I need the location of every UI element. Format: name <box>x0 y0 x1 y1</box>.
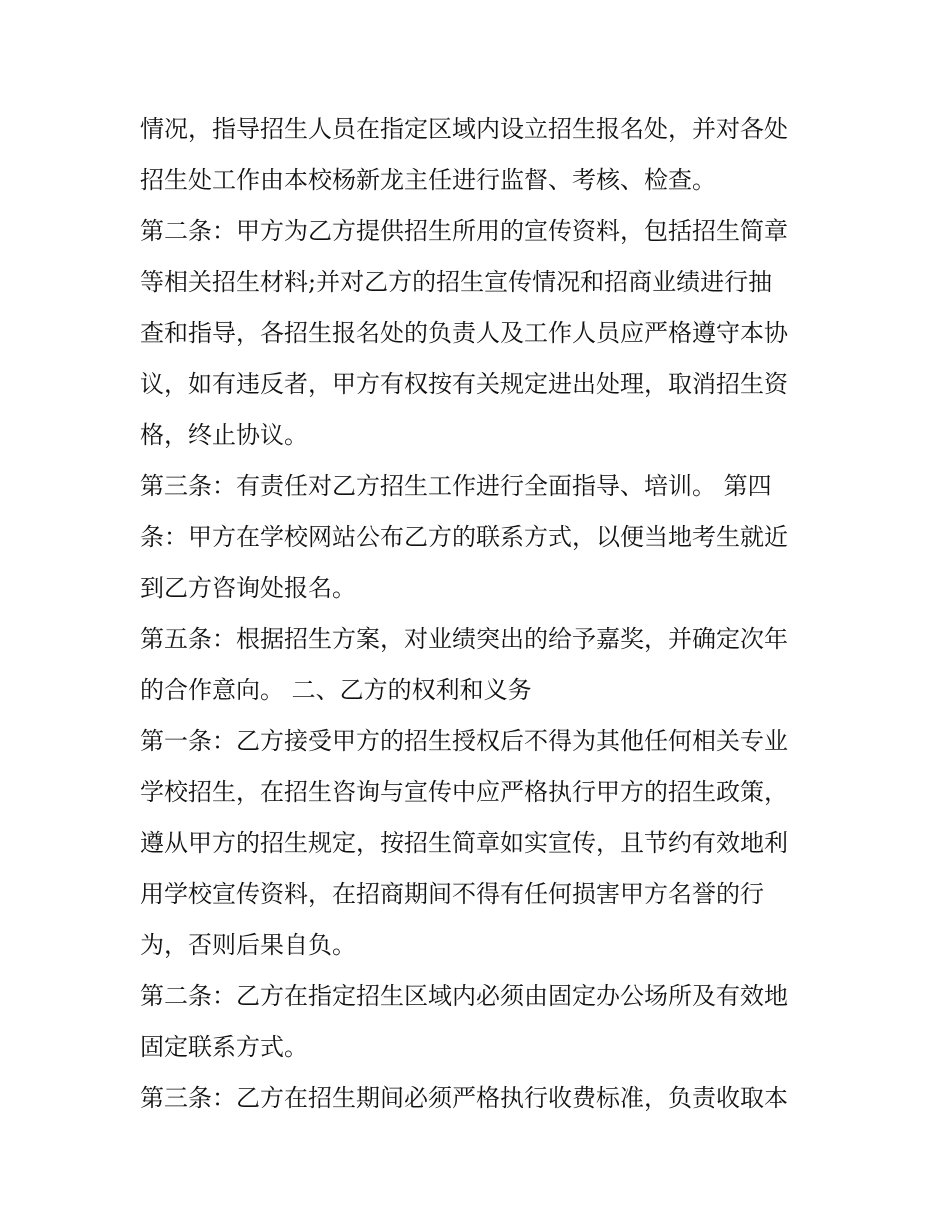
text-line: 条：甲方在学校网站公布乙方的联系方式，以便当地考生就近 <box>140 523 788 551</box>
text-line: 第三条：有责任对乙方招生工作进行全面指导、培训。 第四 <box>140 472 772 500</box>
text-line: 的合作意向。 二、乙方的权利和义务 <box>140 676 532 704</box>
text-line: 固定联系方式。 <box>140 1033 308 1061</box>
text-line: 遵从甲方的招生规定，按招生简章如实宣传，且节约有效地利 <box>140 829 788 857</box>
text-line: 格，终止协议。 <box>140 421 308 449</box>
text-line: 到乙方咨询处报名。 <box>140 574 356 602</box>
text-line: 第二条：甲方为乙方提供招生所用的宣传资料，包括招生简章 <box>140 217 788 245</box>
document-body <box>140 104 820 1124</box>
text-line: 第五条：根据招生方案，对业绩突出的给予嘉奖，并确定次年 <box>140 625 788 653</box>
text-line: 用学校宣传资料，在招商期间不得有任何损害甲方名誉的行 <box>140 880 764 908</box>
text-line: 查和指导，各招生报名处的负责人及工作人员应严格遵守本协 <box>140 319 788 347</box>
text-line: 学校招生，在招生咨询与宣传中应严格执行甲方的招生政策， <box>140 778 788 806</box>
text-line: 招生处工作由本校杨新龙主任进行监督、考核、检查。 <box>140 166 716 194</box>
text-line: 情况，指导招生人员在指定区域内设立招生报名处，并对各处 <box>140 115 788 143</box>
text-line: 第三条：乙方在招生期间必须严格执行收费标准，负责收取本 <box>140 1084 788 1112</box>
text-line: 第二条：乙方在指定招生区域内必须由固定办公场所及有效地 <box>140 982 788 1010</box>
text-line: 第一条：乙方接受甲方的招生授权后不得为其他任何相关专业 <box>140 727 788 755</box>
text-line: 议，如有违反者，甲方有权按有关规定进出处理，取消招生资 <box>140 370 788 398</box>
text-line: 等相关招生材料;并对乙方的招生宣传情况和招商业绩进行抽 <box>140 268 773 296</box>
text-line: 为，否则后果自负。 <box>140 931 356 959</box>
